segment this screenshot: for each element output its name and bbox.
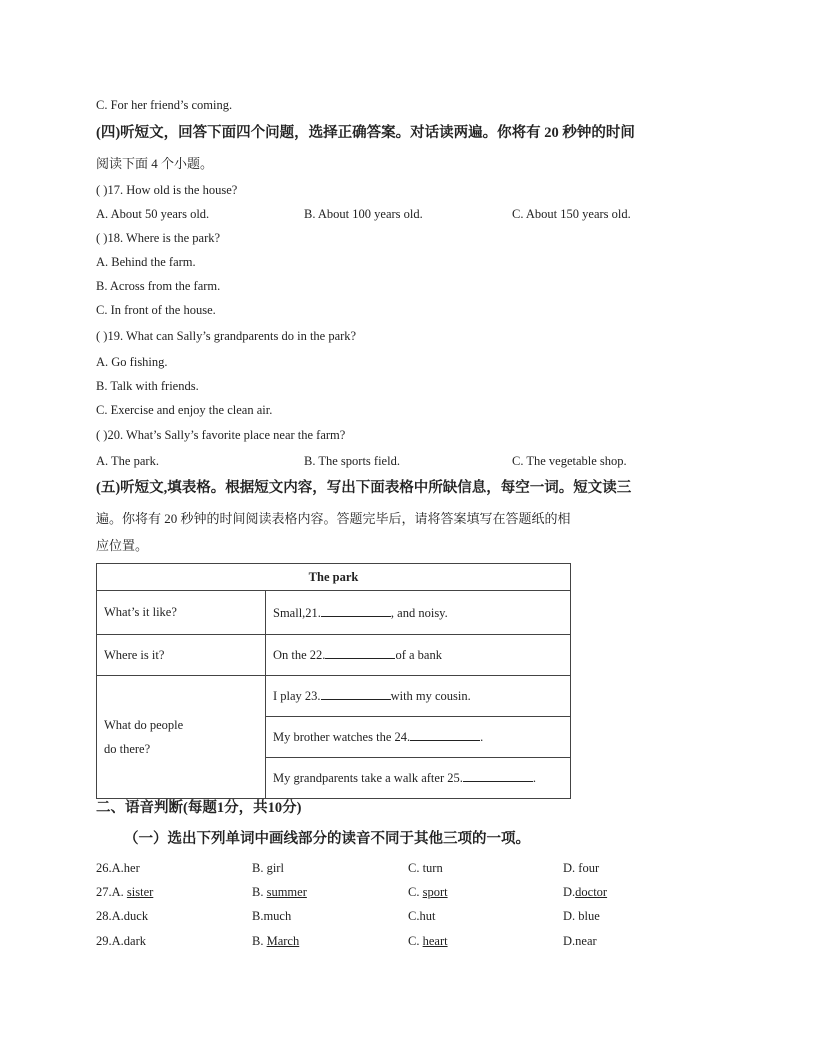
q28-option-d: D. blue <box>563 909 600 923</box>
park-table <box>96 563 571 799</box>
q27-d-prefix: D. <box>563 885 576 899</box>
question-20-option-a: A. The park. <box>96 454 159 468</box>
section4-heading: (四)听短文，回答下面四个问题，选择正确答案。对话读两遍。你将有 20 秒钟的时间 <box>96 125 635 141</box>
blank-25-suffix: . <box>532 771 536 785</box>
q29-option-a: 29.A.dark <box>96 934 146 948</box>
question-18-option-a: A. Behind the farm. <box>96 255 196 269</box>
question-18-stem: ( )18. Where is the park? <box>96 231 221 245</box>
question-17-stem: ( )17. How old is the house? <box>96 183 238 197</box>
q27-option-b <box>252 884 307 900</box>
question-19-option-a: A. Go fishing. <box>96 355 168 369</box>
question-20-stem: ( )20. What’s Sally’s favorite place near the farm? <box>96 428 346 442</box>
q26-option-b: B. girl <box>252 861 284 875</box>
row-label-line1: What do people <box>104 718 184 732</box>
q29-c-prefix: C. <box>408 934 423 948</box>
q27-c-word: sport <box>422 885 448 899</box>
section5-heading: (五)听短文,填表格。根据短文内容，写出下面表格中所缺信息，每空一词。短文读三 <box>96 480 632 496</box>
q29-b-prefix: B. <box>252 934 267 948</box>
prev-question-option-c: C. For her friend’s coming. <box>96 98 233 112</box>
row-label-line2: do there? <box>104 742 151 756</box>
blank-25[interactable] <box>463 770 533 782</box>
blank-22[interactable] <box>325 647 395 659</box>
blank-21[interactable] <box>321 605 391 617</box>
q27-a-prefix: 27.A. <box>96 885 127 899</box>
section5-heading-line2: 遍。你将有 20 秒钟的时间阅读表格内容。答题完毕后，请将答案填写在答题纸的相 <box>96 511 571 526</box>
row-answer-where <box>266 635 571 676</box>
question-19-option-b: B. Talk with friends. <box>96 379 199 393</box>
blank-24[interactable] <box>410 729 480 741</box>
row-label-what-like: What’s it like? <box>97 591 266 635</box>
q26-option-a: 26.A.her <box>96 861 140 875</box>
blank-25-prefix: My grandparents take a walk after 25. <box>273 771 463 785</box>
q29-option-c <box>408 933 448 949</box>
q29-option-d: D.near <box>563 934 597 948</box>
q29-b-word: March <box>266 934 300 948</box>
row-answer-walk <box>266 758 571 799</box>
q26-option-d: D. four <box>563 861 600 875</box>
q27-option-d <box>563 884 607 900</box>
question-20-option-c: C. The vegetable shop. <box>512 454 627 468</box>
blank-22-suffix: of a bank <box>395 648 442 662</box>
blank-22-prefix: On the 22. <box>273 648 326 662</box>
q27-c-prefix: C. <box>408 885 423 899</box>
blank-21-suffix: , and noisy. <box>390 605 448 620</box>
table-title: The park <box>97 564 571 591</box>
blank-21-prefix: Small,21. <box>273 605 321 620</box>
question-17-option-c: C. About 150 years old. <box>512 207 631 221</box>
row-answer-watches <box>266 717 571 758</box>
question-19-stem: ( )19. What can Sally’s grandparents do in the park? <box>96 329 357 343</box>
question-17-option-a: A. About 50 years old. <box>96 207 210 221</box>
part2-heading: 二、语音判断(每题1分，共10分) <box>96 800 302 816</box>
section4-heading-cont: 阅读下面 4 个小题。 <box>96 156 214 171</box>
q27-a-word: sister <box>126 885 154 899</box>
q27-option-a <box>96 884 153 900</box>
question-20-option-b: B. The sports field. <box>304 454 400 468</box>
q28-option-a: 28.A.duck <box>96 909 149 923</box>
blank-24-suffix: . <box>480 730 484 744</box>
q27-b-prefix: B. <box>252 885 267 899</box>
question-18-option-c: C. In front of the house. <box>96 303 216 317</box>
blank-24-prefix: My brother watches the 24. <box>273 730 411 744</box>
q26-option-c: C. turn <box>408 861 443 875</box>
q28-option-c: C.hut <box>408 909 436 923</box>
part2-sub-heading: （一）选出下列单词中画线部分的读音不同于其他三项的一项。 <box>124 831 530 847</box>
row-label-where: Where is it? <box>97 635 266 676</box>
row-answer-what-like <box>266 591 571 635</box>
blank-23-suffix: with my cousin. <box>390 689 471 703</box>
question-17-option-b: B. About 100 years old. <box>304 207 423 221</box>
question-18-option-b: B. Across from the farm. <box>96 279 221 293</box>
blank-23[interactable] <box>321 688 391 700</box>
q29-option-b <box>252 933 299 949</box>
q27-b-word: summer <box>266 885 307 899</box>
row-label-what-do-people <box>97 676 266 799</box>
q28-option-b: B.much <box>252 909 292 923</box>
q29-c-word: heart <box>422 934 448 948</box>
blank-23-prefix: I play 23. <box>273 689 321 703</box>
section5-heading-line3: 应位置。 <box>96 538 149 553</box>
question-19-option-c: C. Exercise and enjoy the clean air. <box>96 403 273 417</box>
q27-option-c <box>408 884 448 900</box>
q27-d-word: doctor <box>575 885 608 899</box>
row-answer-play <box>266 676 571 717</box>
